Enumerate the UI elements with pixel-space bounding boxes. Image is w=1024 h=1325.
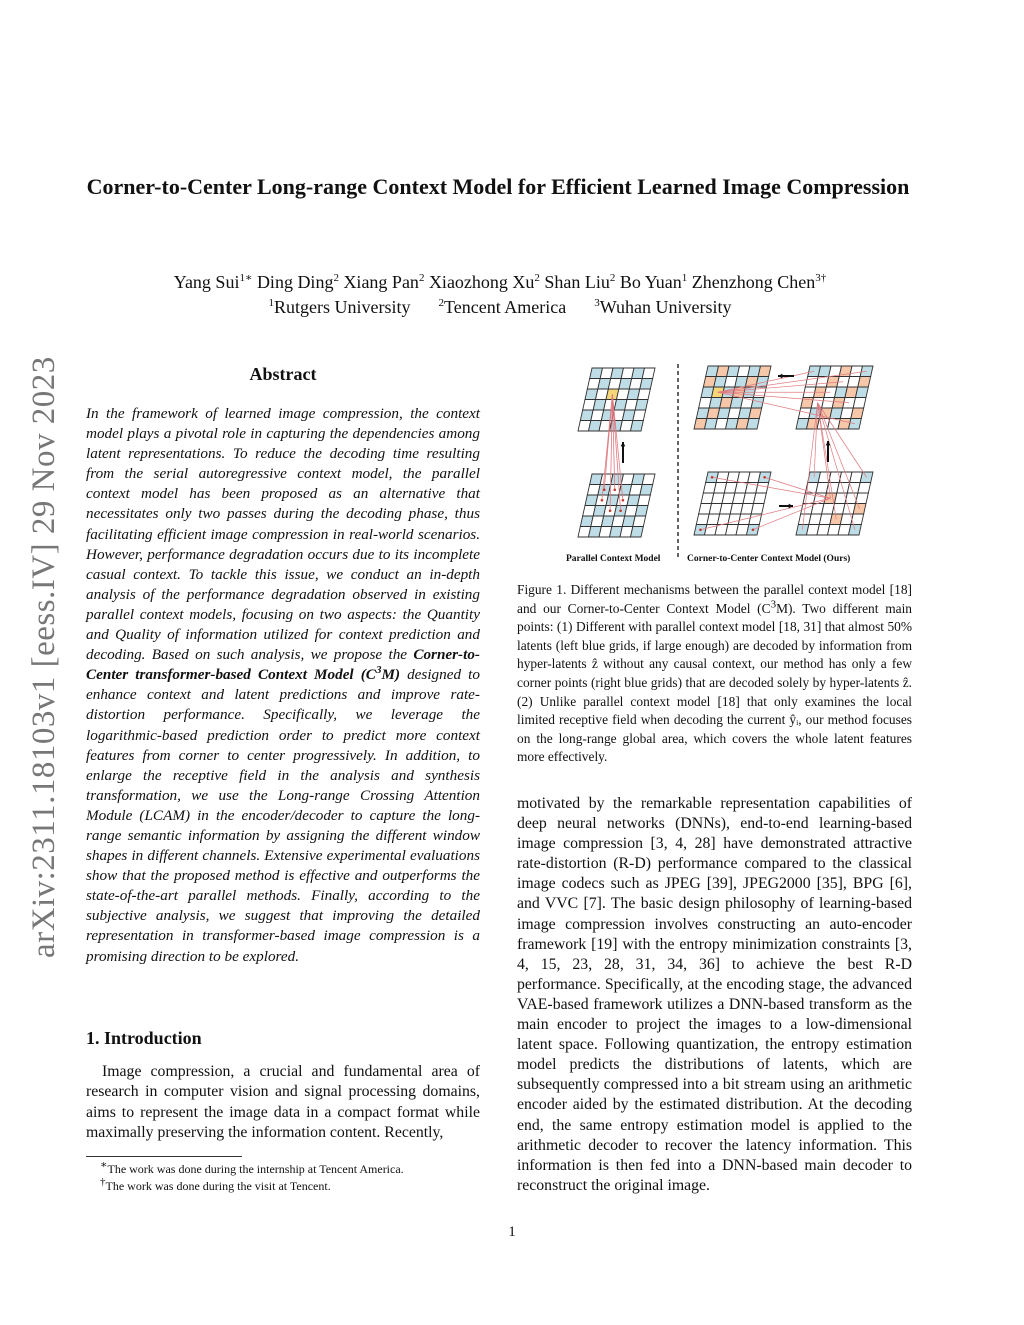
author-name: Zhenzhong Chen$^{3\dagger}$: [691, 272, 827, 292]
parallel-grid-top: [578, 368, 655, 431]
section-heading-introduction: 1. Introduction: [86, 1028, 202, 1048]
author-name: Bo Yuan$^1$: [619, 272, 688, 292]
introduction-text: Image compression, a crucial and fundamental area of research in computer vision and signal processing domains, aims to represent the image data in a compact format while maximally preserving the information content. Recently,: [86, 1063, 480, 1142]
author-name: Xiang Pan$^2$: [343, 272, 425, 292]
context-dot: [619, 509, 622, 512]
introduction-text-continued: motivated by the remarkable representation capabilities of deep neural networks (DNNs), end-to-end learning-based image compression [3, 4, 28] have demonstrated attractive rate-distortion (R-D) performance compared to the classical image codecs such as JPEG [39], JPEG2000 [35], BPG [6], and VVC [7]. The basic design philosophy of learning-based image compression involves constructing an auto-encoder framework [19] with the entropy minimization constraints [3, 4, 15, 23, 28, 31, 34, 36] to achieve the best R-D performance. Specifically, at the encoding stage, the advanced VAE-based framework utilizes a DNN-based transform as the main encoder to project the images to a low-dimensional latent space. Following quantization, the entropy estimation model predicts the distributions of latents, which are subsequently compressed into a bit stream using an arithmetic encoder aided by the estimated distribution. At the decoding end, the same entropy estimation model is applied to the arithmetic decoder to recover the latency information. This information is then fed into a DNN-based main decoder to reconstruct the original image.: [517, 795, 912, 1194]
author-name: Ding Ding$^2$: [256, 272, 339, 292]
figure-1-diagram: [566, 362, 912, 572]
parallel-grid-bottom: [578, 474, 655, 537]
arxiv-stamp: arXiv:2311.18103v1 [eess.IV] 29 Nov 2023: [26, 356, 62, 958]
affiliation-list: [60, 295, 940, 319]
context-dot: [622, 499, 625, 502]
author-name: Shan Liu$^2$: [544, 272, 616, 292]
c3m-grid-step1: [694, 472, 771, 535]
context-dot: [609, 509, 612, 512]
author-name: Yang Sui$^{1∗}$: [173, 272, 253, 292]
arrowhead-icon: [621, 442, 626, 446]
context-dot: [613, 488, 616, 491]
affiliation: $^3$Wuhan University: [594, 297, 732, 317]
c3m-grid-step4: [694, 366, 771, 429]
footnote-2: †The work was done during the visit at Tencent.: [100, 1176, 331, 1193]
affiliation: $^1$Rutgers University: [268, 297, 411, 317]
author-name: Xiaozhong Xu$^2$: [428, 272, 540, 292]
figure-label-c3m: Corner-to-Center Context Model (Ours): [687, 554, 851, 564]
context-dot: [699, 528, 702, 531]
context-dot: [763, 476, 766, 479]
context-dot: [601, 499, 604, 502]
abstract-model-name: Corner-to-Center transformer-based Context Model $(C^3M)$: [86, 646, 480, 684]
arrowhead-icon: [778, 374, 782, 379]
footnote-1: ∗The work was done during the internship at Tencent America.: [100, 1159, 404, 1176]
abstract-heading: Abstract: [249, 364, 317, 384]
context-dot: [711, 476, 714, 479]
author-list: [60, 270, 940, 294]
figure-label-parallel: Parallel Context Model: [566, 554, 661, 564]
abstract-part-2: designed to enhance context and latent predictions and improve rate-distortion performance. Specifically, we leverage the logarithmic-based prediction order to predict more context features from corner to center progressively. In addition, to enlarge the receptive field in the analysis and synthesis transformation, we use the Long-range Crossing Attention Module (LCAM) in the encoder/decoder to capture the long-range semantic information by assigning the different window shapes in different channels. Extensive experimental evaluations show that the proposed method is effective and outperforms the state-of-the-art parallel methods. Finally, according to the subjective analysis, we suggest that improving the detailed representation in transformer-based image compression is a promising direction to be explored.: [86, 666, 480, 965]
abstract-text: [86, 404, 480, 967]
page-number: 1: [508, 1224, 516, 1240]
paper-title: Corner-to-Center Long-range Context Model for Efficient Learned Image Compression: [86, 174, 910, 199]
context-dot: [752, 528, 755, 531]
abstract-part-1: In the framework of learned image compression, the context model plays a pivotal role in capturing the dependencies among latent representations. To reduce the decoding time resulting from the serial autoregressive context model, the parallel context model has been proposed as an alternative that necessitates only two passes during the decoding phase, thus facilitating efficient image compression in real-world scenarios. However, performance degradation occurs due to its incomplete casual context. To tackle this issue, we conduct an in-depth analysis of the performance degradation observed in existing parallel context models, focusing on two aspects: the Quantity and Quality of information utilized for context prediction and decoding. Based on such analysis, we propose the: [86, 405, 480, 664]
affiliation: $^2$Tencent America: [438, 297, 567, 317]
context-dot: [603, 488, 606, 491]
footnote-rule: [86, 1156, 242, 1157]
figure-1-caption: Figure 1. Different mechanisms between the parallel context model [18] and our Corner-to-Center Context Model $(C^3M)$. Two different main points: (1) Different with parallel context model [18, 31] that almost 50% latents (left blue grids, if large enough) are decoded by information from hyper-latents ẑ without any causal context, our method has only a few corner points (right blue grids) that are decoded solely by hyper-latents ẑ. (2) Unlike parallel context model [18] that only examines the local limited receptive field when decoding the current ŷᵢ, our method focuses on the long-range global area, which covers the whole latent features more effectively.: [517, 582, 912, 765]
